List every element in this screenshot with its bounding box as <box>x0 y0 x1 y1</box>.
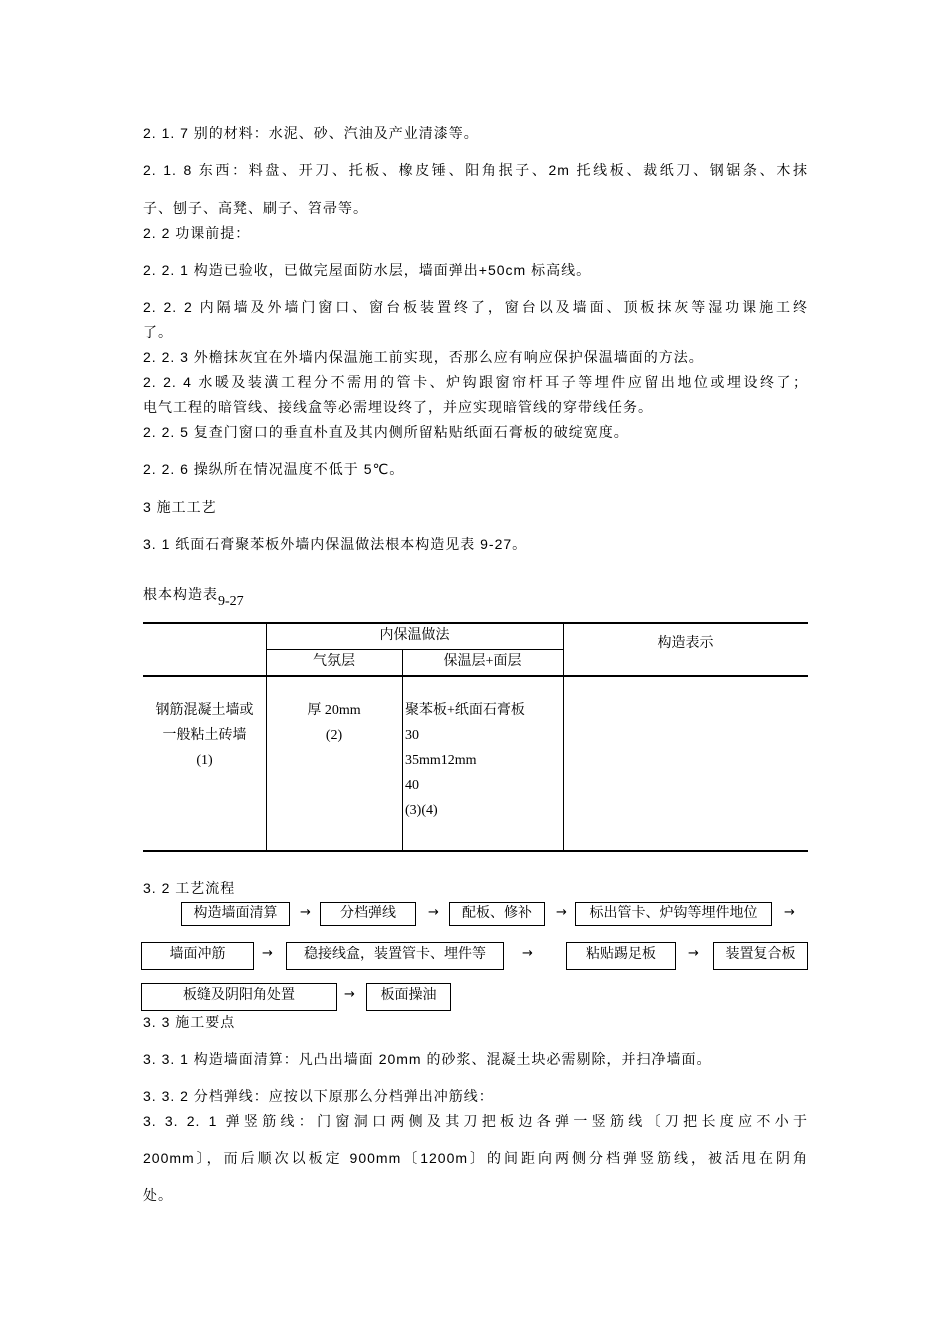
paragraph-2-2-4-line1: 2. 2. 4 水暖及装潢工程分不需用的管卡、炉钩跟窗帘杆耳子等埋件应留出地位或埋设终了； <box>143 374 808 390</box>
section-3-2-heading: 3. 2 工艺流程 <box>143 880 236 896</box>
paragraph-2-2-1: 2. 2. 1 构造已验收，已做完屋面防水层，墙面弹出+50cm 标高线。 <box>143 262 592 278</box>
flow-arrow: → <box>522 946 533 961</box>
paragraph-3-3-2: 3. 3. 2 分档弹线：应按以下原那么分档弹出冲筋线： <box>143 1088 494 1104</box>
flow-step: 粘贴踢足板 <box>566 942 676 970</box>
insulation-line: 35mm12mm <box>405 753 477 768</box>
section-3-3-heading: 3. 3 施工要点 <box>143 1014 236 1030</box>
table-caption-title: 根本构造表 <box>143 586 218 602</box>
paragraph-3-3-2-1-line2: 200mm〕，而后顺次以板定 900mm〔1200m〕的间距向两侧分档弹竖筋线，被活甩在阴角 <box>143 1150 808 1166</box>
air-layer-line: (2) <box>325 728 343 743</box>
flow-arrow: → <box>262 946 273 961</box>
table-cell-air-layer <box>266 698 402 748</box>
table-header-diagram: 构造表示 <box>657 636 714 651</box>
paragraph-2-2-2-line1: 2. 2. 2 内隔墙及外墙门窗口、窗台板装置终了，窗台以及墙面、顶板抹灰等湿功课施工终 <box>143 299 808 315</box>
flow-arrow: → <box>300 905 311 920</box>
table-caption <box>143 584 244 609</box>
flow-arrow: → <box>688 946 699 961</box>
insulation-line: 聚苯板+纸面石膏板 <box>405 703 525 718</box>
flow-step: 板面操油 <box>366 983 451 1011</box>
table-cell-insulation <box>405 698 561 823</box>
flow-step: 板缝及阴阳角处置 <box>141 983 337 1011</box>
section-3-heading: 3 施工工艺 <box>143 499 217 515</box>
table-header-group: 内保温做法 <box>379 628 450 643</box>
section-2-2-heading: 2. 2 功课前提： <box>143 225 251 241</box>
flow-step: 标出管卡、炉钩等埋件地位 <box>575 902 772 926</box>
flow-step: 稳接线盒，装置管卡、埋件等 <box>286 942 504 970</box>
wall-type-line: 一般粘土砖墙 <box>162 728 247 743</box>
table-col-divider-2 <box>402 649 403 852</box>
paragraph-2-2-5: 2. 2. 5 复查门窗口的垂直朴直及其内侧所留粘贴纸面石膏板的破绽宽度。 <box>143 424 629 440</box>
table-header-air-layer: 气氛层 <box>313 654 355 669</box>
paragraph-2-1-7: 2. 1. 7 别的材料：水泥、砂、汽油及产业清漆等。 <box>143 125 479 141</box>
wall-type-line: (1) <box>196 753 213 768</box>
paragraph-3-3-2-1-line3: 处。 <box>143 1187 173 1203</box>
construction-table <box>143 622 808 852</box>
table-header-rule <box>143 675 808 677</box>
table-cell-wall-type <box>143 698 266 773</box>
flow-step: 配板、修补 <box>449 902 545 926</box>
insulation-line: (3)(4) <box>405 803 438 818</box>
paragraph-3-1: 3. 1 纸面石膏聚苯板外墙内保温做法根本构造见表 9-27。 <box>143 536 528 552</box>
paragraph-2-2-3: 2. 2. 3 外檐抹灰宜在外墙内保温施工前实现，否那么应有响应保护保温墙面的方法。 <box>143 349 704 365</box>
paragraph-3-3-2-1-line1: 3. 3. 2. 1 弹竖筋线：门窗洞口两侧及其刀把板边各弹一竖筋线〔刀把长度应不小于 <box>143 1113 808 1129</box>
table-col-divider-3 <box>563 622 564 852</box>
insulation-line: 40 <box>405 778 419 793</box>
air-layer-line: 厚 20mm <box>307 703 361 718</box>
flow-step: 装置复合板 <box>713 942 808 970</box>
table-caption-number: 9-27 <box>218 594 244 609</box>
table-bottom-rule <box>143 850 808 852</box>
wall-type-line: 钢筋混凝土墙或 <box>155 703 254 718</box>
paragraph-2-1-8-line2: 子、刨子、高凳、刷子、笤帚等。 <box>143 200 368 216</box>
insulation-line: 30 <box>405 728 419 743</box>
paragraph-2-2-4-line2: 电气工程的暗管线、接线盒等必需埋设终了，并应实现暗管线的穿带线任务。 <box>143 399 653 415</box>
flow-arrow: → <box>556 905 567 920</box>
flow-step: 分档弹线 <box>320 902 416 926</box>
paragraph-2-2-2-line2: 了。 <box>143 324 173 340</box>
paragraph-2-1-8-line1: 2. 1. 8 东西：料盘、开刀、托板、橡皮锤、阳角抿子、2m 托线板、裁纸刀、钢锯条、木抹 <box>143 162 808 178</box>
paragraph-2-2-6: 2. 2. 6 操纵所在情况温度不低于 5℃。 <box>143 461 405 477</box>
flow-step: 构造墙面清算 <box>181 902 290 926</box>
flow-arrow: → <box>428 905 439 920</box>
flow-step: 墙面冲筋 <box>141 942 254 970</box>
paragraph-3-3-1: 3. 3. 1 构造墙面清算：凡凸出墙面 20mm 的砂浆、混凝土块必需剔除，并扫净墙面。 <box>143 1051 712 1067</box>
flow-arrow: → <box>344 987 355 1002</box>
flow-arrow: → <box>784 905 795 920</box>
table-header-insulation: 保温层+面层 <box>443 654 522 669</box>
